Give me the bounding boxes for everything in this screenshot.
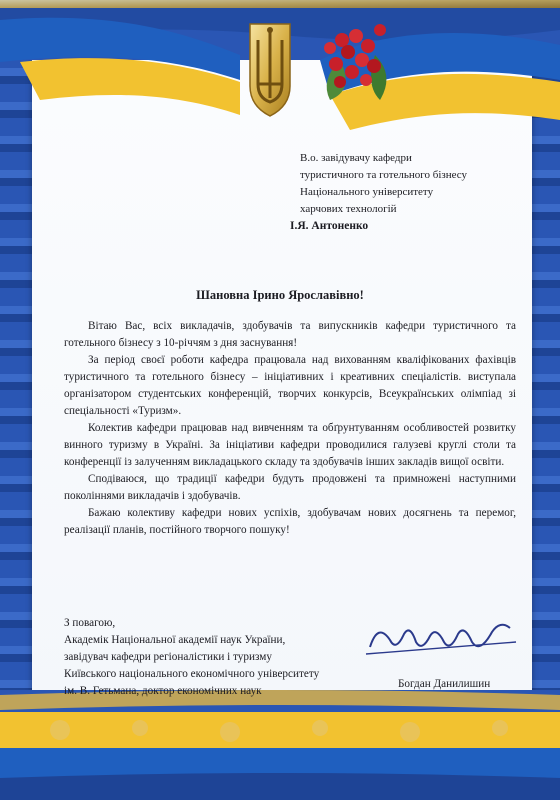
letter-body [64,318,516,539]
closing-line: Київського національного економічного університету [64,668,320,680]
trident-coat-of-arms-icon [250,24,290,116]
closing-line: З повагою, [64,617,116,629]
signer-name: Богдан Данилишин [398,678,491,690]
top-banner [0,0,560,135]
bottom-banner [0,690,560,800]
addressee-line: Національного університету [300,186,434,198]
body-paragraph: Бажаю колективу кафедри нових успіхів, здобувачам нових досягнень та перемог, реалізації планів, постійного творчого пошуку! [64,507,516,536]
closing-line: ім. В. Гетьмана, доктор економічних наук [64,685,262,697]
salutation: Шановна Ірино Ярославівно! [196,288,364,302]
addressee-name: І.Я. Антоненко [290,220,369,232]
handwritten-signature [360,612,520,667]
body-paragraph: Сподіваюся, що традиції кафедри будуть продовжені та примножені наступними поколіннями викладачів і здобувачів. [64,473,516,502]
addressee-line: туристичного та готельного бізнесу [300,169,468,181]
addressee-line: В.о. завідувачу кафедри [300,152,412,164]
left-ornamental-border [0,50,32,730]
body-paragraph: За період своєї роботи кафедра працювала над вихованням кваліфікованих фахівців туристичного та готельного бізнесу – ініціативних і креативних спеціалістів. виступала організатором студентських конференцій, творчих конкурсів, Всеукраїнських олімпіад зі спеціальності «Туризм». [64,354,516,417]
body-paragraph: Вітаю Вас, всіх викладачів, здобувачів та випускників кафедри туристичного та готельного бізнесу з 10-річчям з дня заснування! [64,320,516,349]
addressee-block [290,150,550,235]
closing-line: Академік Національної академії наук України, [64,634,286,646]
body-paragraph: Колектив кафедри працював над вивченням та обґрунтуванням особливостей розвитку винного туризму в Україні. За ініціативи кафедри проводилися галузеві круглі столи та конференції із залученням викладацького складу та здобувачів інших закладів вищої освіти. [64,422,516,468]
addressee-line: харчових технологій [300,203,397,215]
closing-block [64,615,364,700]
closing-line: завідувач кафедри регіоналістики і туризму [64,651,272,663]
